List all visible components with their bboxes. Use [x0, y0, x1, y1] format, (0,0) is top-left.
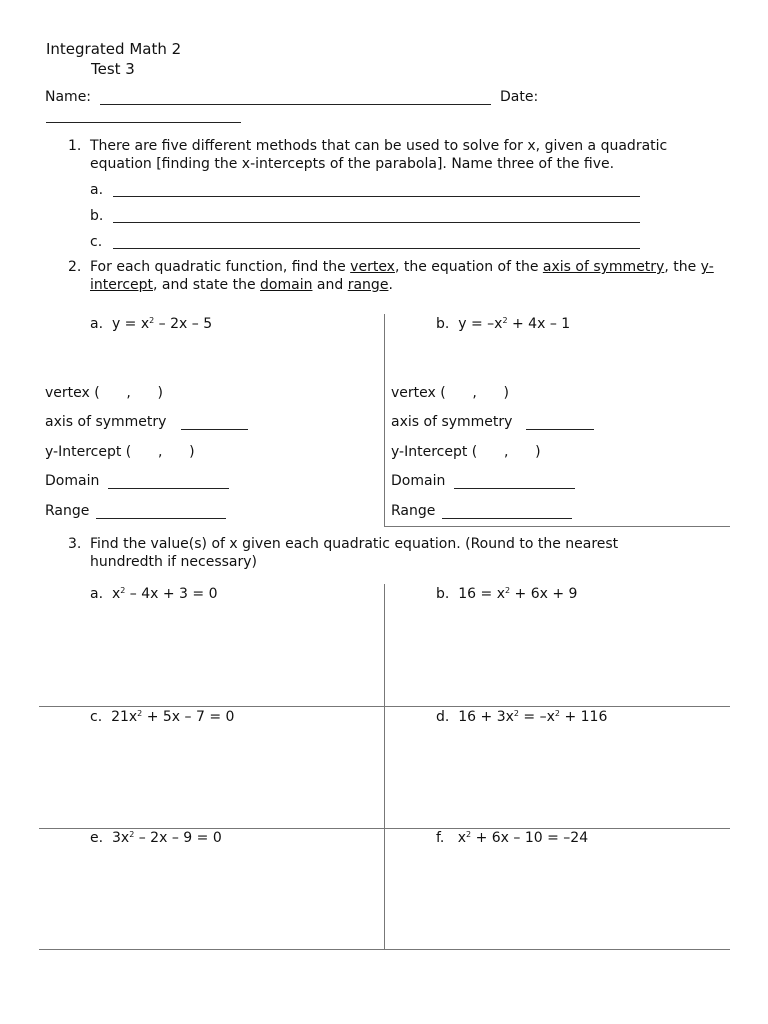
q2a-range-line[interactable]	[96, 518, 226, 519]
q2-term-domain: domain	[260, 277, 313, 293]
q2a-domain-line[interactable]	[108, 488, 229, 489]
course-title: Integrated Math 2	[46, 40, 182, 58]
q1-item-b-label: b.	[90, 208, 104, 224]
q2a-axis-line[interactable]	[181, 429, 248, 430]
q2-term-yint: y-intercept	[90, 259, 714, 293]
q3-problem-d: d. $16 + 3x^2 = -x^2 + 116$	[436, 709, 608, 725]
name-field-line[interactable]	[100, 104, 491, 105]
q1-number: 1.	[68, 138, 82, 154]
q2-part-b: b. $y = -x^2 + 4x - 1$	[436, 316, 571, 332]
name-label: Name:	[45, 89, 92, 105]
q3-problem-a: a. $x^2 - 4x + 3 = 0$	[90, 586, 218, 602]
q2a-range-label: Range	[45, 503, 90, 519]
q3-problem-b: b. $16 = x^2 + 6x + 9$	[436, 586, 578, 602]
q3-bottom-rule	[39, 949, 730, 950]
q2a-domain-label: Domain	[45, 473, 100, 489]
q3-problem-c: c. $21x^2 + 5x - 7 = 0$	[90, 709, 235, 725]
q2b-axis-label: axis of symmetry	[391, 414, 513, 430]
q2b-range-line[interactable]	[442, 518, 572, 519]
date-label: Date:	[500, 89, 539, 105]
q2b-vertex-field: vertex ( , )	[391, 385, 510, 401]
q1-text: There are five different methods that can be used to solve for x, given a quadratic equation [finding the x-intercepts of the parabola]. Name three of the five.	[90, 138, 668, 172]
q2-term-vertex: vertex	[350, 259, 395, 275]
q1-item-c-label: c.	[90, 234, 103, 250]
q2a-yint-field: y-Intercept ( , )	[45, 444, 195, 460]
q2b-domain-label: Domain	[391, 473, 446, 489]
q2a-axis-label: axis of symmetry	[45, 414, 167, 430]
q2a-vertex-field: vertex ( , )	[45, 385, 164, 401]
test-title: Test 3	[91, 60, 135, 78]
q2-column-divider	[384, 314, 385, 526]
q1-answer-c-line[interactable]	[113, 248, 640, 249]
q2-part-a: a. $y = x^2 - 2x - 5$	[90, 316, 213, 332]
q3-column-divider	[384, 584, 385, 949]
q3-problem-e: e. $3x^2 - 2x - 9 = 0$	[90, 830, 222, 846]
q3-problem-f: f. $x^2 + 6x - 10 = -24$	[436, 830, 589, 846]
date-field-line[interactable]	[46, 122, 241, 123]
q1-item-a-label: a.	[90, 182, 104, 198]
q3-text: Find the value(s) of x given each quadratic equation. (Round to the nearest hundredth if necessary)	[90, 536, 619, 570]
q2b-yint-field: y-Intercept ( , )	[391, 444, 541, 460]
q2b-axis-line[interactable]	[526, 429, 594, 430]
q1-answer-a-line[interactable]	[113, 196, 640, 197]
q2-text: For each quadratic function, find the vertex, the equation of the axis of symmetry, the y-intercept, and state the domain and range.	[90, 259, 714, 293]
q2-bottom-rule	[384, 526, 730, 527]
q2b-range-label: Range	[391, 503, 436, 519]
q2b-domain-line[interactable]	[454, 488, 575, 489]
q3-number: 3.	[68, 536, 82, 552]
q2-term-axis: axis of symmetry	[542, 259, 665, 275]
q2-number: 2.	[68, 259, 82, 275]
q2-term-range: range	[347, 277, 389, 293]
q1-answer-b-line[interactable]	[113, 222, 640, 223]
q3-row-divider-1	[39, 706, 730, 707]
